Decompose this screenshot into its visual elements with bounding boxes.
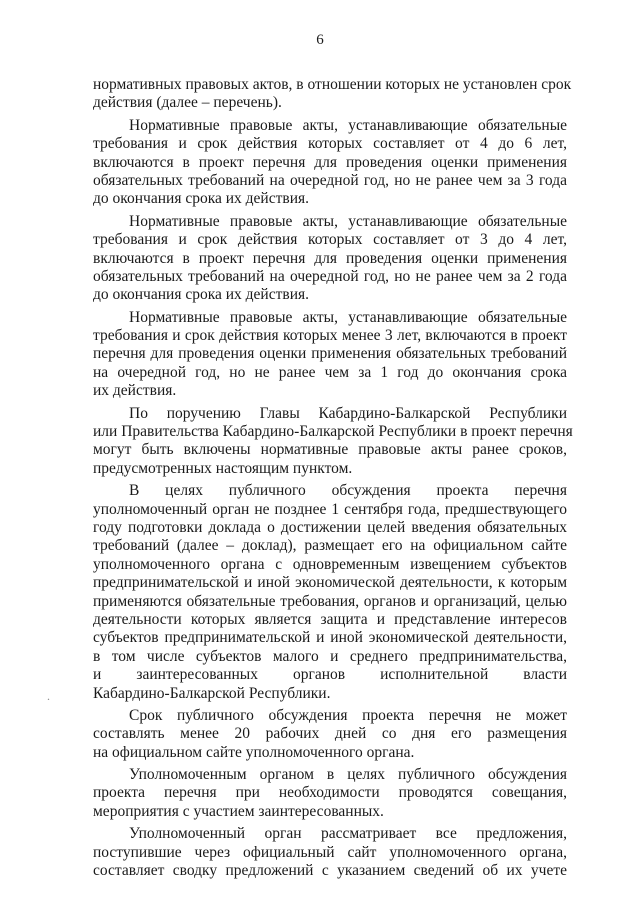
page-number: 6 xyxy=(316,32,324,48)
text-line: Нормативные правовые акты, устанавливающие обязательные xyxy=(129,212,567,230)
text-line: Нормативные правовые акты, устанавливающие обязательные xyxy=(129,116,567,134)
paragraph xyxy=(93,404,573,479)
text-line: уполномоченного органа с одновременным извещением субъектов xyxy=(93,555,567,573)
paragraph xyxy=(93,825,567,880)
text-line: предпринимательской и иной экономической деятельности, к которым xyxy=(93,574,567,592)
text-line: до окончания срока их действия. xyxy=(93,190,310,208)
text-line: и заинтересованных органов исполнительной власти xyxy=(93,666,567,684)
text-line: до окончания срока их действия. xyxy=(93,286,310,304)
paragraph xyxy=(93,213,567,305)
text-line: составляет сводку предложений с указанием сведений об их учете xyxy=(93,862,567,880)
text-line: проекта перечня при необходимости проводятся совещания, xyxy=(93,784,567,802)
paragraph xyxy=(93,766,567,821)
text-line: в том числе субъектов малого и среднего предпринимательства, xyxy=(93,647,567,665)
text-line: обязательных требований на очередной год, но не ранее чем за 2 года xyxy=(93,267,567,285)
text-line: действия (далее – перечень). xyxy=(93,94,282,112)
text-line: нормативных правовых актов, в отношении которых не установлен срок xyxy=(93,76,572,93)
text-line: включаются в проект перечня для проведения оценки применения xyxy=(93,249,567,267)
text-line: поступившие через официальный сайт уполномоченного органа, xyxy=(93,843,567,861)
text-line: на официальном сайте уполномоченного органа. xyxy=(93,743,415,761)
body-text xyxy=(93,76,573,880)
text-line: мероприятия с участием заинтересованных. xyxy=(93,802,384,820)
margin-mark: . xyxy=(47,689,50,703)
text-line: их действия. xyxy=(93,382,177,400)
text-line: Кабардино-Балкарской Республики. xyxy=(93,684,331,702)
text-line: субъектов предпринимательской и иной экономической деятельности, xyxy=(93,629,567,647)
text-line: или Правительства Кабардино-Балкарской Республики в проект перечня xyxy=(93,423,573,441)
text-line: Уполномоченный орган рассматривает все предложения, xyxy=(129,825,567,843)
paragraph xyxy=(93,76,572,113)
text-line: включаются в проект перечня для проведения оценки применения xyxy=(93,153,567,171)
text-line: Уполномоченным органом в целях публичного обсуждения xyxy=(129,766,567,784)
text-line: на очередной год, но не ранее чем за 1 год до окончания срока xyxy=(93,363,567,381)
text-line: обязательных требований на очередной год, но не ранее чем за 3 года xyxy=(93,171,567,189)
text-line: году подготовки доклада о достижении целей введения обязательных xyxy=(93,518,567,536)
text-line: предусмотренных настоящим пунктом. xyxy=(93,459,353,477)
text-line: составлять менее 20 рабочих дней со дня его размещения xyxy=(93,725,567,743)
text-line: требования и срок действия которых составляет от 3 до 4 лет, xyxy=(93,231,567,249)
text-line: требований (далее – доклад), размещает его на официальном сайте xyxy=(93,537,567,555)
text-line: требования и срок действия которых составляет от 4 до 6 лет, xyxy=(93,135,567,153)
paragraph xyxy=(93,309,567,401)
text-line: По поручению Главы Кабардино-Балкарской Республики xyxy=(129,404,567,422)
paragraph xyxy=(93,482,567,703)
text-line: Срок публичного обсуждения проекта перечня не может xyxy=(129,706,567,724)
paragraph xyxy=(93,707,567,762)
text-line: деятельности которых является защита и представление интересов xyxy=(93,610,567,628)
text-line: применяются обязательные требования, органов и организаций, целью xyxy=(93,592,567,610)
text-line: В целях публичного обсуждения проекта перечня xyxy=(129,482,567,500)
text-line: перечня для проведения оценки применения обязательных требований xyxy=(93,345,567,363)
text-line: уполномоченный орган не позднее 1 сентября года, предшествующего xyxy=(93,500,567,518)
text-line: могут быть включены нормативные правовые акты ранее сроков, xyxy=(93,441,567,459)
text-line: требования и срок действия которых менее 3 лет, включаются в проект xyxy=(93,327,567,345)
paragraph xyxy=(93,117,567,209)
text-line: Нормативные правовые акты, устанавливающие обязательные xyxy=(129,308,567,326)
